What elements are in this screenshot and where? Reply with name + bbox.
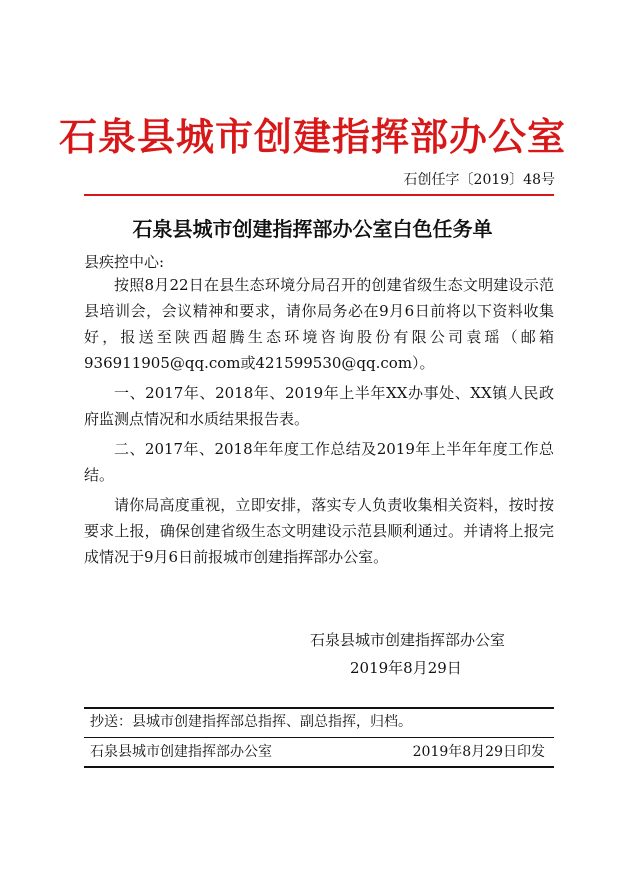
document-title: 石泉县城市创建指挥部办公室白色任务单 bbox=[132, 217, 493, 241]
issuer-heading: 石泉县城市创建指挥部办公室 bbox=[58, 115, 566, 159]
footer-bottom-rule bbox=[84, 766, 554, 768]
body-text bbox=[84, 272, 554, 574]
body-paragraph: 二、2017年、2018年年度工作总结及2019年上半年年度工作总结。 bbox=[84, 440, 554, 484]
cc-line: 抄送：县城市创建指挥部总指挥、副总指挥，归档。 bbox=[90, 714, 412, 730]
red-divider bbox=[84, 194, 554, 196]
signature-date: 2019年8月29日 bbox=[350, 659, 462, 677]
footer-print-date: 2019年8月29日印发 bbox=[412, 744, 545, 760]
footer-org: 石泉县城市创建指挥部办公室 bbox=[90, 744, 272, 760]
signature-block bbox=[310, 626, 505, 682]
footer-middle-rule bbox=[84, 737, 554, 738]
footer-top-rule bbox=[84, 707, 554, 709]
body-paragraph: 按照8月22日在县生态环境分局召开的创建省级生态文明建设示范县培训会，会议精神和要求，请你局务必在9月6日前将以下资料收集好，报送至陕西超腾生态环境咨询股份有限公司袁瑶（邮箱936911905@qq.com或421599530@qq.com）。 bbox=[84, 276, 554, 372]
body-paragraph: 请你局高度重视，立即安排，落实专人负责收集相关资料，按时按要求上报，确保创建省级生态文明建设示范县顺利通过。并请将上报完成情况于9月6日前报城市创建指挥部办公室。 bbox=[84, 496, 554, 566]
signature-org: 石泉县城市创建指挥部办公室 bbox=[310, 631, 506, 649]
recipient: 县疾控中心: bbox=[84, 253, 165, 271]
body-paragraph: 一、2017年、2018年、2019年上半年XX办事处、XX镇人民政府监测点情况和水质结果报告表。 bbox=[84, 384, 554, 428]
document-number: 石创任字〔2019〕48号 bbox=[403, 172, 555, 188]
